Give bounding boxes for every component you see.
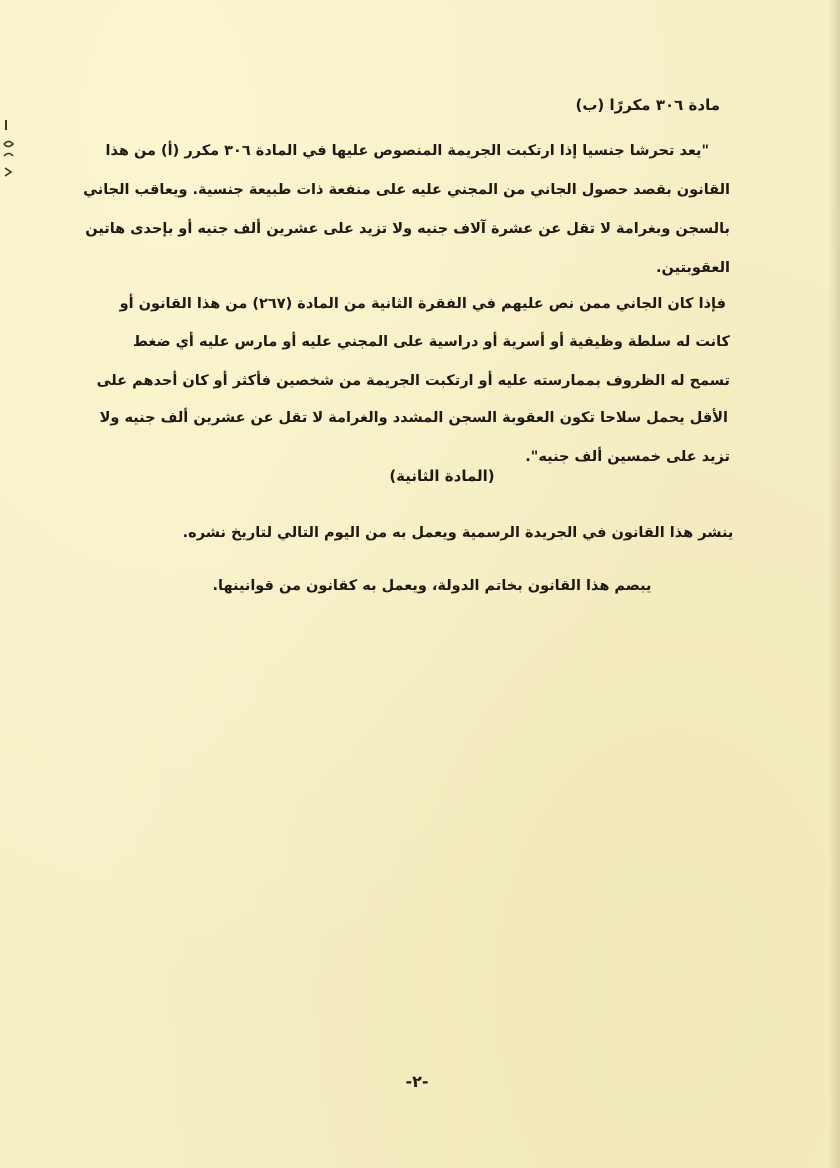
seal-clause: يبصم هذا القانون بخاتم الدولة، ويعمل به كقانون من قوانينها. (212, 578, 652, 594)
article2-heading: (المادة الثانية) (389, 467, 495, 485)
paragraph2-line: تزيد على خمسين ألف جنيه". (525, 449, 730, 465)
paragraph2-line: كانت له سلطة وظيفية أو أسرية أو دراسية على المجني عليه أو مارس عليه أي ضغط (132, 334, 730, 350)
paragraph2-line: فإذا كان الجاني ممن نص عليهم في الفقرة الثانية من المادة (٢٦٧) من هذا القانون أو (119, 296, 726, 312)
paragraph1-line: العقوبتين. (656, 260, 730, 276)
page-number: -٢- (405, 1072, 429, 1091)
article-heading: مادة ٣٠٦ مكررًا (ب) (575, 96, 720, 114)
publish-clause: ينشر هذا القانون في الجريدة الرسمية ويعمل به من اليوم التالي لتاريخ نشره. (182, 525, 734, 541)
paragraph1-line: بالسجن وبغرامة لا تقل عن عشرة آلاف جنيه ولا تزيد على عشرين ألف جنيه أو بإحدى هاتين (85, 221, 730, 237)
paragraph2-line: الأقل يحمل سلاحا تكون العقوبة السجن المشدد والغرامة لا تقل عن عشرين ألف جنيه ولا (99, 410, 728, 426)
paragraph1-line: "يعد تحرشا جنسيا إذا ارتكبت الجريمة المنصوص عليها في المادة ٣٠٦ مكرر (أ) من هذا (105, 143, 709, 159)
paragraph1-line: القانون بقصد حصول الجاني من المجني عليه على منفعة ذات طبيعة جنسية. ويعاقب الجاني (83, 182, 730, 198)
paragraph2-line: تسمح له الظروف بممارسته عليه أو ارتكبت الجريمة من شخصين فأكثر أو كان أحدهم على (96, 373, 730, 389)
margin-ink-marks (2, 118, 16, 188)
